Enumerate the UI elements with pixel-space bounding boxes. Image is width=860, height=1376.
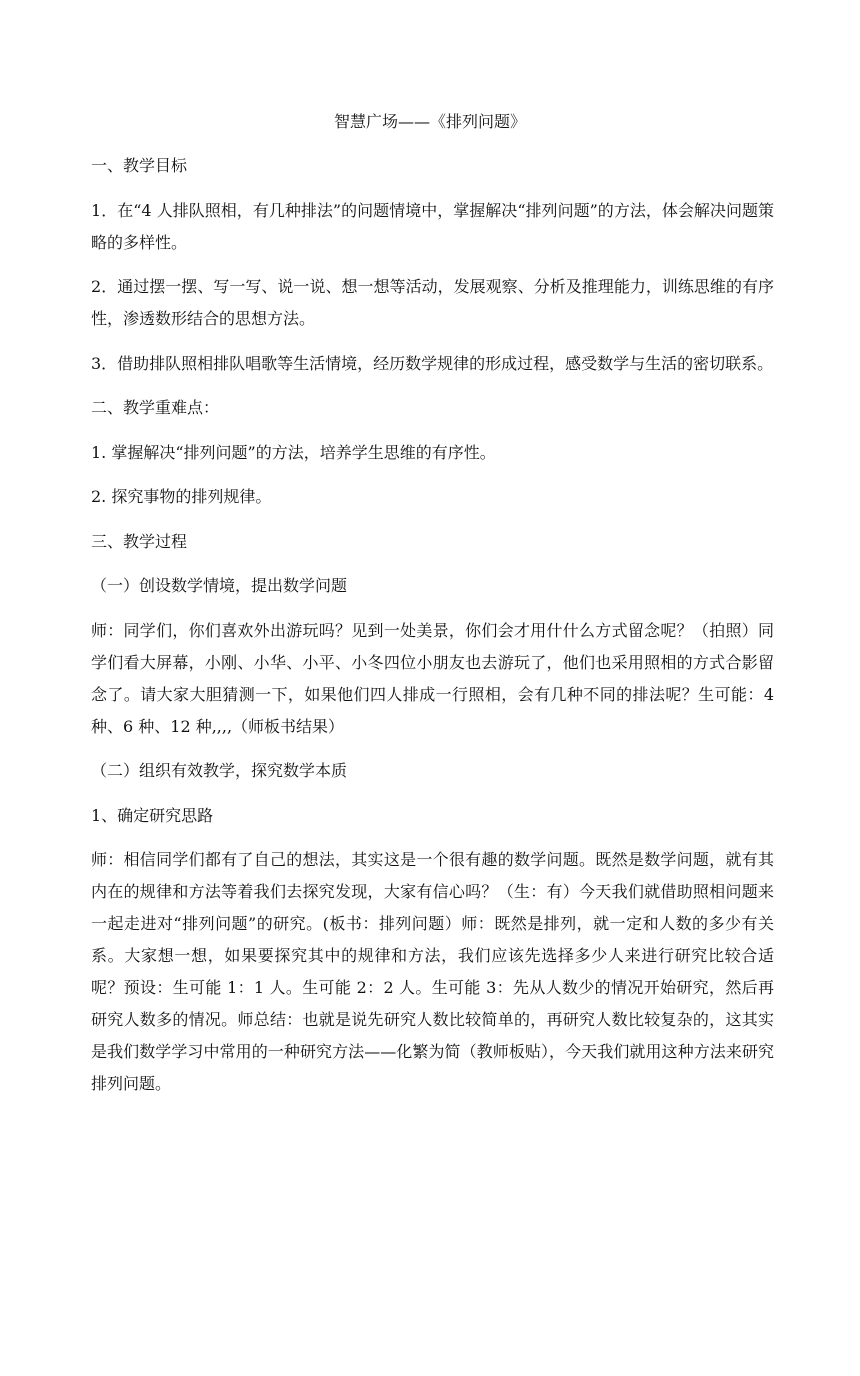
goal-item-1: 1．在“4 人排队照相，有几种排法”的问题情境中，掌握解决“排列问题”的方法，体会解决问题策略的多样性。 [91,200,774,252]
goal-item-3: 3．借助排队照相排队唱歌等生活情境，经历数学规律的形成过程，感受数学与生活的密切联系。 [91,353,774,373]
step-heading-1: 1、确定研究思路 [91,805,214,825]
goal-item-2: 2．通过摆一摆、写一写、说一说、想一想等活动，发展观察、分析及推理能力，训练思维的有序性，渗透数形结合的思想方法。 [91,277,774,328]
key-point-2: 2. 探究事物的排列规律。 [91,487,272,506]
document-title: 智慧广场——《排列问题》 [333,112,526,131]
section-heading-key-points: 二、教学重难点： [91,398,220,417]
document-body [91,150,774,1113]
subsection-heading-2: （二）组织有效教学，探究数学本质 [91,761,348,780]
subsection-1-paragraph: 师：同学们，你们喜欢外出游玩吗？见到一处美景，你们会才用什什么方式留念呢？（拍照）同学们看大屏幕，小刚、小华、小平、小冬四位小朋友也去游玩了，他们也采用照相的方式合影留念了。请大家大胆猜测一下，如果他们四人排成一行照相，会有几种不同的排法呢？生可能：4 种、6 种、12 种,,,,（师板书结果） [91,620,774,736]
step-1-paragraph: 师：相信同学们都有了自己的想法，其实这是一个很有趣的数学问题。既然是数学问题，就有其内在的规律和方法等着我们去探究发现，大家有信心吗？（生：有）今天我们就借助照相问题来一起走进对“排列问题”的研究。(板书：排列问题）师：既然是排列，就一定和人数的多少有关系。大家想一想，如果要探究其中的规律和方法，我们应该先选择多少人来进行研究比较合适呢？预设：生可能 1：1 人。生可能 2：2 人。生可能 3：先从人数少的情况开始研究，然后再研究人数多的情况。师总结：也就是说先研究人数比较简单的，再研究人数比较复杂的，这其实是我们数学学习中常用的一种研究方法——化繁为简（教师板贴），今天我们就用这种方法来研究排列问题。 [91,850,774,1093]
section-heading-teaching-goals: 一、教学目标 [91,156,188,175]
subsection-heading-1: （一）创设数学情境，提出数学问题 [91,576,348,595]
key-point-1: 1. 掌握解决“排列问题”的方法，培养学生思维的有序性。 [91,442,496,462]
section-heading-teaching-process: 三、教学过程 [91,531,188,551]
